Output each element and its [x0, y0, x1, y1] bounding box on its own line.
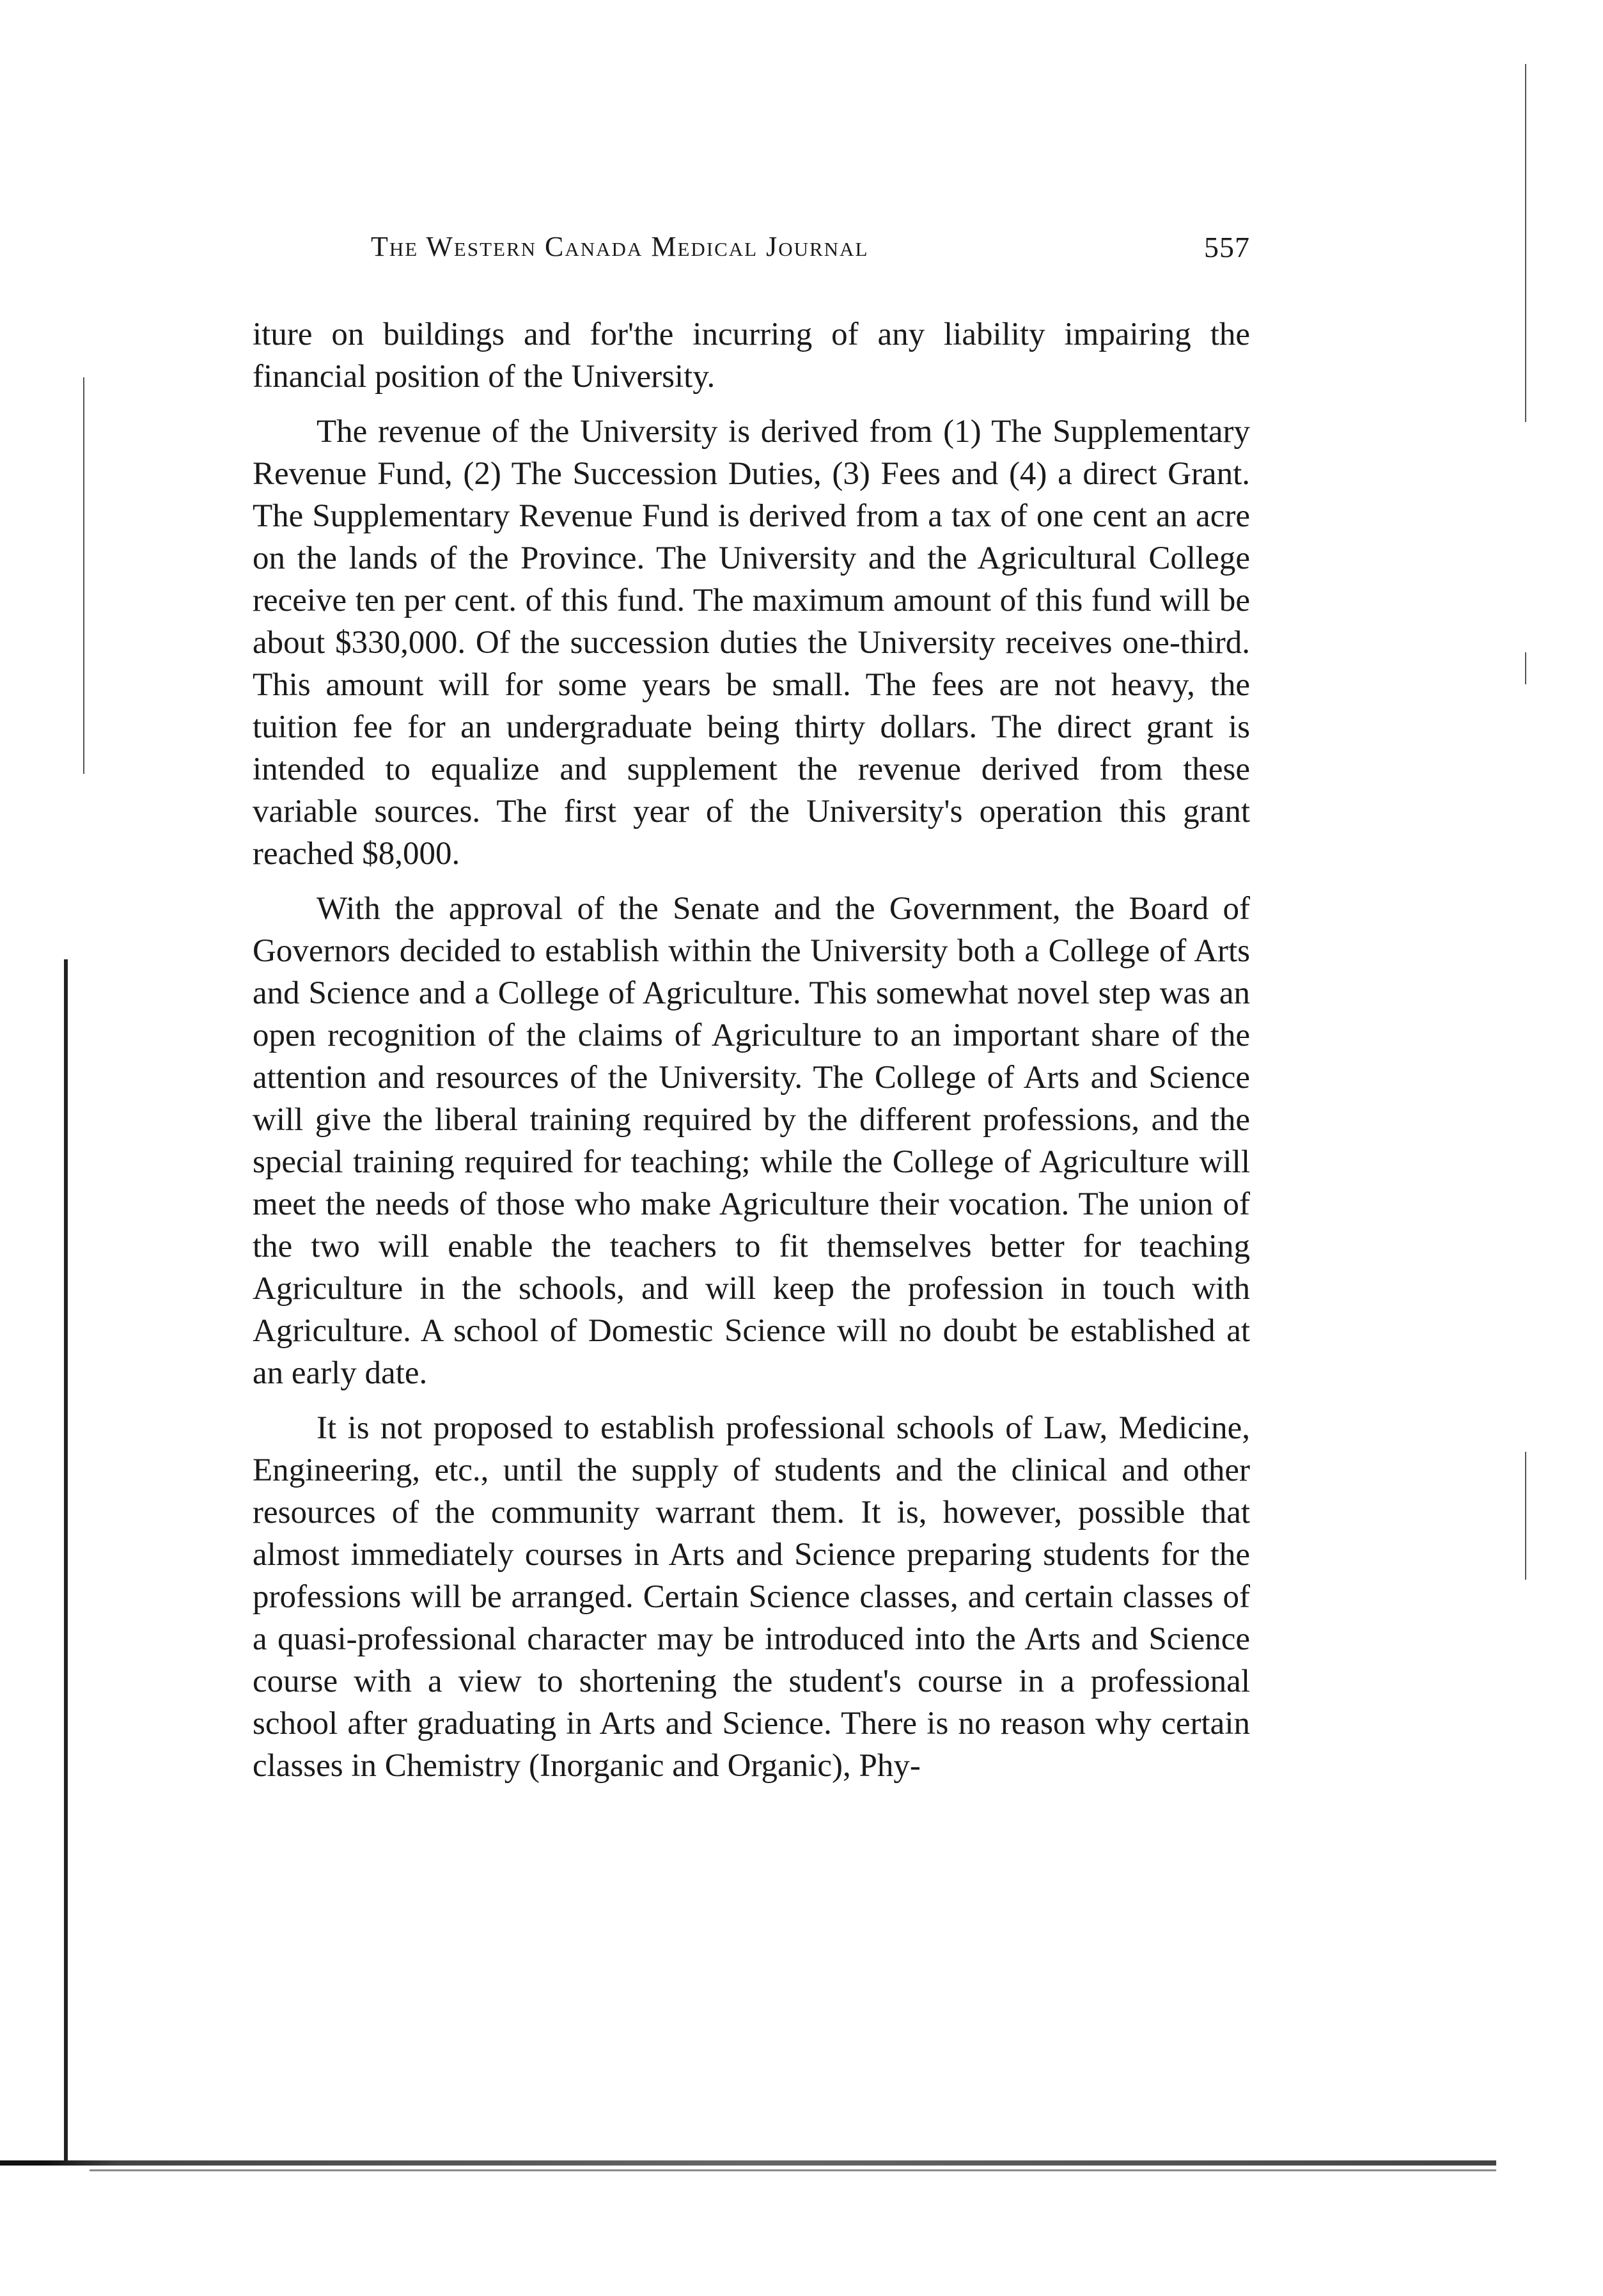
scan-bottom-rule — [0, 2160, 1496, 2166]
article-body — [253, 313, 1250, 1800]
running-head: The Western Canada Medical Journal — [371, 231, 869, 262]
scan-bottom-rule — [90, 2169, 1496, 2171]
scan-edge-mark — [1525, 1452, 1526, 1580]
scan-gutter-line — [64, 959, 68, 2162]
paragraph: iture on buildings and for'the incurring of any liability impairing the financial position of the University. — [253, 317, 1250, 395]
page-header — [371, 230, 1250, 281]
scan-edge-mark — [1525, 652, 1526, 684]
paragraph: With the approval of the Senate and the Government, the Board of Governors decided to establish within the University both a College of Arts and Science and a College of Agriculture. This somewhat novel step was an open recognition of the claims of Agriculture to an important share of the attention and resources of the University. The College of Arts and Science will give the liberal training required by the different professions, and the special training required for teaching; while the College of Agriculture will meet the needs of those who make Agriculture their vocation. The union of the two will enable the teachers to fit themselves better for teaching Agriculture in the schools, and will keep the profession in touch with Agriculture. A school of Domestic Science will no doubt be established at an early date. — [253, 891, 1250, 1391]
scan-gutter-mark — [83, 377, 84, 774]
scan-edge-mark — [1525, 64, 1526, 422]
paragraph: It is not proposed to establish professional schools of Law, Medicine, Engineering, etc., until the supply of students and the clinical and other resources of the community warrant them. It is, however, possible that almost immediately courses in Arts and Science preparing students for the professions will be arranged. Certain Science classes, and certain classes of a quasi-professional character may be introduced into the Arts and Science course with a view to shortening the student's course in a professional school after graduating in Arts and Science. There is no reason why certain classes in Chemistry (Inorganic and Organic), Phy- — [253, 1410, 1250, 1784]
paragraph: The revenue of the University is derived from (1) The Supplementary Revenue Fund, (2) The Succession Duties, (3) Fees and (4) a direct Grant. The Supplementary Revenue Fund is derived from a tax of one cent an acre on the lands of the Province. The University and the Agricultural College receive ten per cent. of this fund. The maximum amount of this fund will be about $330,000. Of the succession duties the University receives one-third. This amount will for some years be small. The fees are not heavy, the tuition fee for an undergraduate being thirty dollars. The direct grant is intended to equalize and supplement the revenue derived from these variable sources. The first year of the University's operation this grant reached $8,000. — [253, 414, 1250, 872]
page-number: 557 — [1204, 231, 1250, 263]
